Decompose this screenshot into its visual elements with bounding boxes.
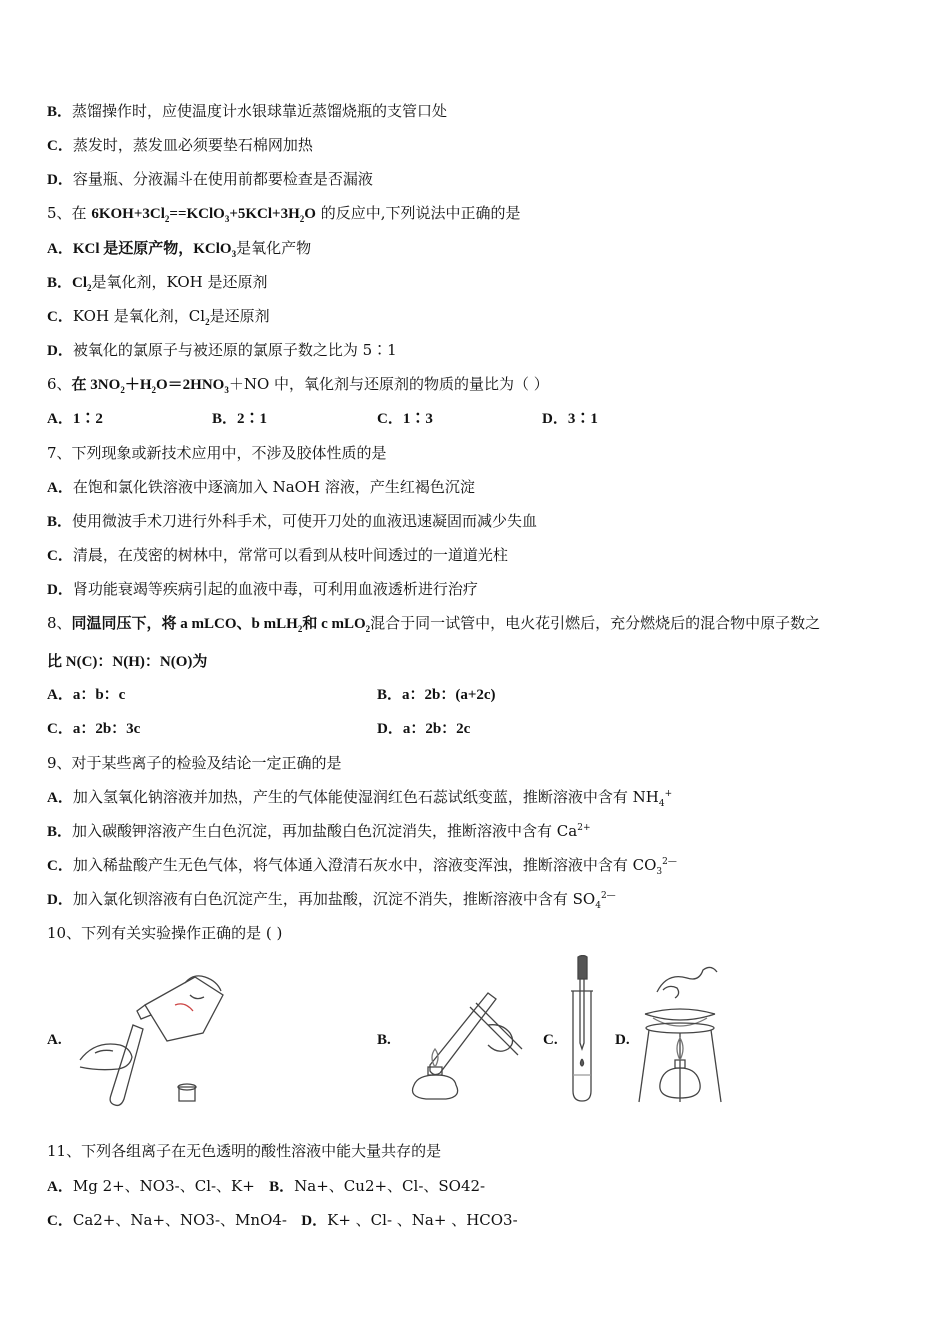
q5-option-b: B．$Cl_2$是氧化剂，KOH 是还原剂: [47, 273, 268, 293]
pouring-liquid-figure: [75, 965, 235, 1110]
q10-label-d: D.: [615, 1032, 630, 1048]
q6-option-d: D．3∶1: [542, 411, 598, 427]
q11-option-a-ions: Mg 2+、NO3-、Cl-、K+: [72, 1177, 255, 1195]
q11-options-ab: A．Mg 2+、NO3-、Cl-、K+ B．Na+、Cu2+、Cl-、SO42-: [47, 1177, 486, 1195]
q11-stem: 11、下列各组离子在无色透明的酸性溶液中能大量共存的是: [47, 1142, 442, 1160]
q6-option-a: A．1∶2: [47, 411, 103, 427]
q8-option-d: D．a：2b：2c: [377, 721, 471, 737]
q5-option-d: D．被氧化的氯原子与被还原的氯原子数之比为 5∶1: [47, 341, 397, 359]
q9-option-c: C．加入稀盐酸产生无色气体，将气体通入澄清石灰水中，溶液变浑浊，推断溶液中含有 $CO_3^{2—}$: [47, 856, 677, 877]
q8-stem: 8、同温同压下，将 a mLCO、b mLH$_2$和 c mLO$_2$混合于同一试管中，电火花引燃后，充分燃烧后的混合物中原子数之: [47, 614, 821, 634]
q11-option-b-ions: Na+、Cu2+、Cl-、SO42-: [294, 1177, 486, 1195]
q5-option-a: A．KCl 是还原产物，KClO$_3$是氧化产物: [47, 239, 312, 259]
q6-option-c: C．1∶3: [377, 411, 433, 427]
q10-label-a: A.: [47, 1032, 62, 1048]
q7-option-b: B．使用微波手术刀进行外科手术，可使开刀处的血液迅速凝固而减少失血: [47, 512, 538, 530]
q7-option-a: A．在饱和氯化铁溶液中逐滴加入 NaOH 溶液，产生红褐色沉淀: [47, 478, 475, 496]
q7-stem: 7、下列现象或新技术应用中，不涉及胶体性质的是: [47, 444, 387, 462]
q6-option-b: B．2∶1: [212, 411, 268, 427]
q10-stem: 10、下列有关实验操作正确的是 ( ): [47, 924, 283, 942]
q9-option-b: B．加入碳酸钾溶液产生白色沉淀，再加盐酸白色沉淀消失，推断溶液中含有 $Ca^{2+}$: [47, 822, 591, 840]
q6-stem: 6、在 $3NO_2+H_2O=2HNO_3+NO$ 中，氧化剂与还原剂的物质的量比为（ ）: [47, 375, 549, 395]
q4-option-d: D．容量瓶、分液漏斗在使用前都要检查是否漏液: [47, 170, 373, 188]
q9-option-a: A．加入氢氧化钠溶液并加热，产生的气体能使湿润红色石蕊试纸变蓝，推断溶液中含有 $NH_4^+$: [47, 788, 673, 809]
q8-option-c: C．a：2b：3c: [47, 721, 141, 737]
q5-option-c: C．KOH 是氧化剂，$Cl_2$是还原剂: [47, 307, 270, 327]
q4-option-c: C．蒸发时，蒸发皿必须要垫石棉网加热: [47, 136, 313, 154]
q11-option-c-ions: Ca2+、Na+、NO3-、MnO4-: [72, 1211, 287, 1229]
q7-option-d: D．肾功能衰竭等疾病引起的血液中毒，可利用血液透析进行治疗: [47, 580, 478, 598]
q8-stem-cont: 比 N(C)：N(H)：N(O)为: [47, 654, 208, 670]
q4-option-b: B．蒸馏操作时，应使温度计水银球靠近蒸馏烧瓶的支管口处: [47, 102, 448, 120]
dropper-figure: [565, 955, 600, 1105]
q8-option-a: A．a：b：c: [47, 687, 126, 703]
q11-options-cd: C．Ca2+、Na+、NO3-、MnO4- D．K+ 、Cl- 、Na+ 、HCO3-: [47, 1211, 518, 1229]
evaporating-dish-figure: [635, 962, 725, 1107]
q9-stem: 9、对于某些离子的检验及结论一定正确的是: [47, 754, 342, 772]
q7-option-c: C．清晨，在茂密的树林中，常常可以看到从枝叶间透过的一道道光柱: [47, 546, 508, 564]
q9-option-d: D．加入氯化钡溶液有白色沉淀产生，再加盐酸，沉淀不消失，推断溶液中含有 $SO_4^{2—}$: [47, 890, 616, 911]
q8-option-b: B．a：2b：(a+2c): [377, 687, 496, 703]
q5-stem: 5、在 $6KOH+3Cl_2==KClO_3+5KCl+3H_2O$ 的反应中,下列说法中正确的是: [47, 204, 521, 224]
q11-option-d-ions: K+ 、Cl- 、Na+ 、HCO3-: [327, 1211, 518, 1229]
heating-test-tube-figure: [400, 985, 525, 1105]
q10-label-c: C.: [543, 1032, 558, 1048]
q10-label-b: B.: [377, 1032, 391, 1048]
